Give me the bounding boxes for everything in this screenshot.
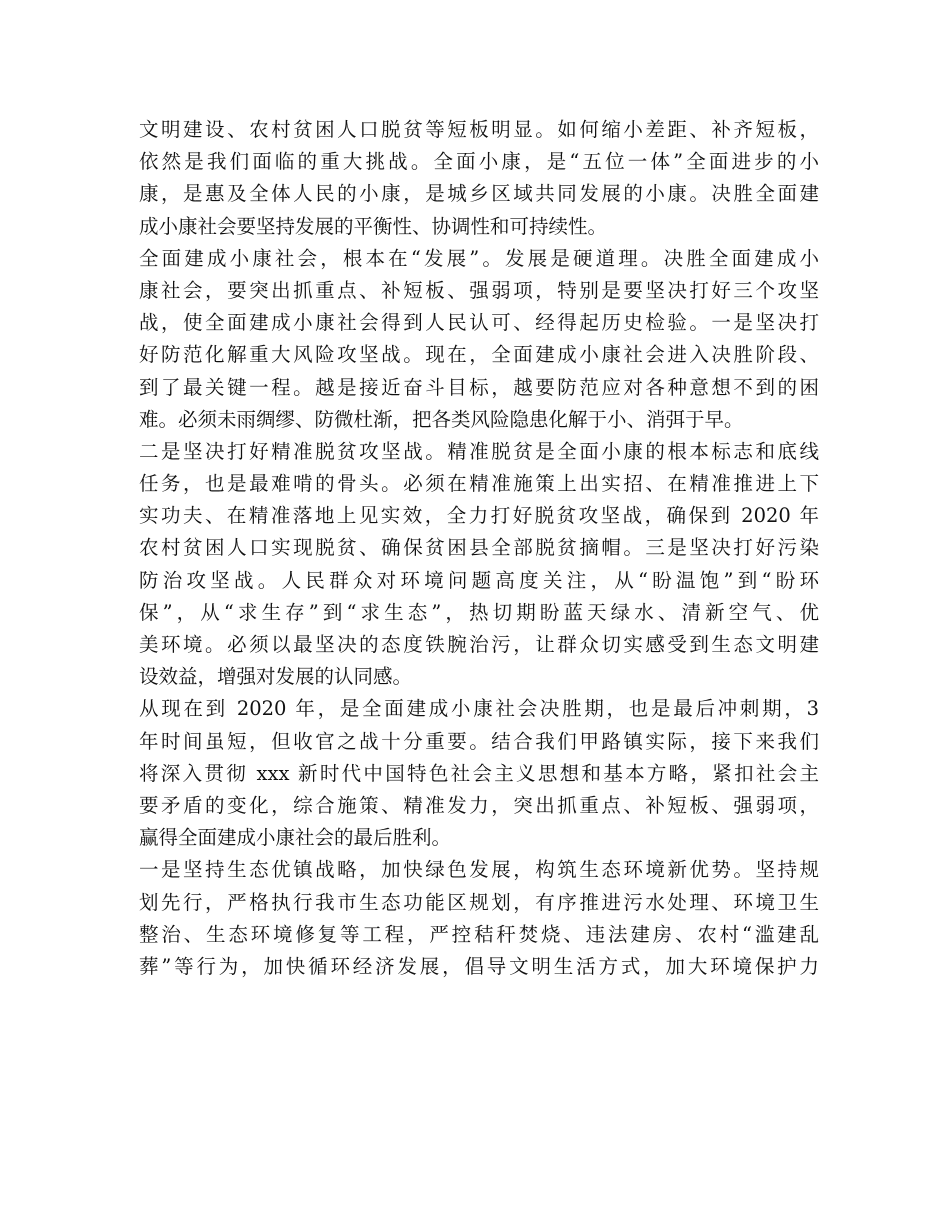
paragraph-5 <box>139 854 819 983</box>
text-line: 将深入贯彻 xxx 新时代中国特色社会主义思想和基本方略，紧扣社会主 <box>139 761 819 785</box>
text-line: 葬”等行为，加快循环经济发展，倡导文明生活方式，加大环境保护力 <box>139 954 819 978</box>
text-line: 要矛盾的变化，综合施策、精准发力，突出抓重点、补短板、强弱项， <box>139 793 819 817</box>
body-text <box>139 114 819 983</box>
text-line: 一是坚持生态优镇战略，加快绿色发展，构筑生态环境新优势。坚持规 <box>139 858 819 882</box>
text-line: 康社会，要突出抓重点、补短板、强弱项，特别是要坚决打好三个攻坚 <box>139 278 819 302</box>
text-line: 从现在到 2020 年，是全面建成小康社会决胜期，也是最后冲刺期，3 <box>139 697 819 721</box>
text-line: 设效益，增强对发展的认同感。 <box>139 665 413 689</box>
text-line: 全面建成小康社会，根本在“发展”。发展是硬道理。决胜全面建成小 <box>139 246 819 270</box>
text-line: 难。必须未雨绸缪、防微杜渐，把各类风险隐患化解于小、消弭于早。 <box>139 407 744 431</box>
text-line: 依然是我们面临的重大挑战。全面小康，是“五位一体”全面进步的小 <box>139 150 819 174</box>
text-line: 好防范化解重大风险攻坚战。现在，全面建成小康社会进入决胜阶段、 <box>139 343 819 367</box>
text-line: 整治、生态环境修复等工程，严控秸秆焚烧、违法建房、农村“滥建乱 <box>139 922 819 946</box>
text-line: 保”，从“求生存”到“求生态”，热切期盼蓝天绿水、清新空气、优 <box>139 600 819 624</box>
text-line: 康，是惠及全体人民的小康，是城乡区域共同发展的小康。决胜全面建 <box>139 182 819 206</box>
text-line: 划先行，严格执行我市生态功能区规划，有序推进污水处理、环境卫生 <box>139 890 819 914</box>
text-line: 文明建设、农村贫困人口脱贫等短板明显。如何缩小差距、补齐短板， <box>139 118 819 141</box>
text-line: 战，使全面建成小康社会得到人民认可、经得起历史检验。一是坚决打 <box>139 311 819 335</box>
paragraph-4 <box>139 693 819 854</box>
text-line: 赢得全面建成小康社会的最后胜利。 <box>139 826 452 850</box>
text-line: 农村贫困人口实现脱贫、确保贫困县全部脱贫摘帽。三是坚决打好污染 <box>139 536 819 560</box>
text-line: 成小康社会要坚持发展的平衡性、协调性和可持续性。 <box>139 214 608 238</box>
paragraph-2 <box>139 243 819 436</box>
text-line: 年时间虽短，但收官之战十分重要。结合我们甲路镇实际，接下来我们 <box>139 729 819 753</box>
text-line: 美环境。必须以最坚决的态度铁腕治污，让群众切实感受到生态文明建 <box>139 633 819 656</box>
paragraph-1 <box>139 114 819 243</box>
text-line: 到了最关键一程。越是接近奋斗目标，越要防范应对各种意想不到的困 <box>139 375 819 399</box>
text-line: 防治攻坚战。人民群众对环境问题高度关注，从“盼温饱”到“盼环 <box>139 568 819 592</box>
text-line: 实功夫、在精准落地上见实效，全力打好脱贫攻坚战，确保到 2020 年 <box>139 504 819 528</box>
paragraph-3 <box>139 436 819 694</box>
text-line: 任务，也是最难啃的骨头。必须在精准施策上出实招、在精准推进上下 <box>139 472 819 496</box>
text-line: 二是坚决打好精准脱贫攻坚战。精准脱贫是全面小康的根本标志和底线 <box>139 439 819 463</box>
